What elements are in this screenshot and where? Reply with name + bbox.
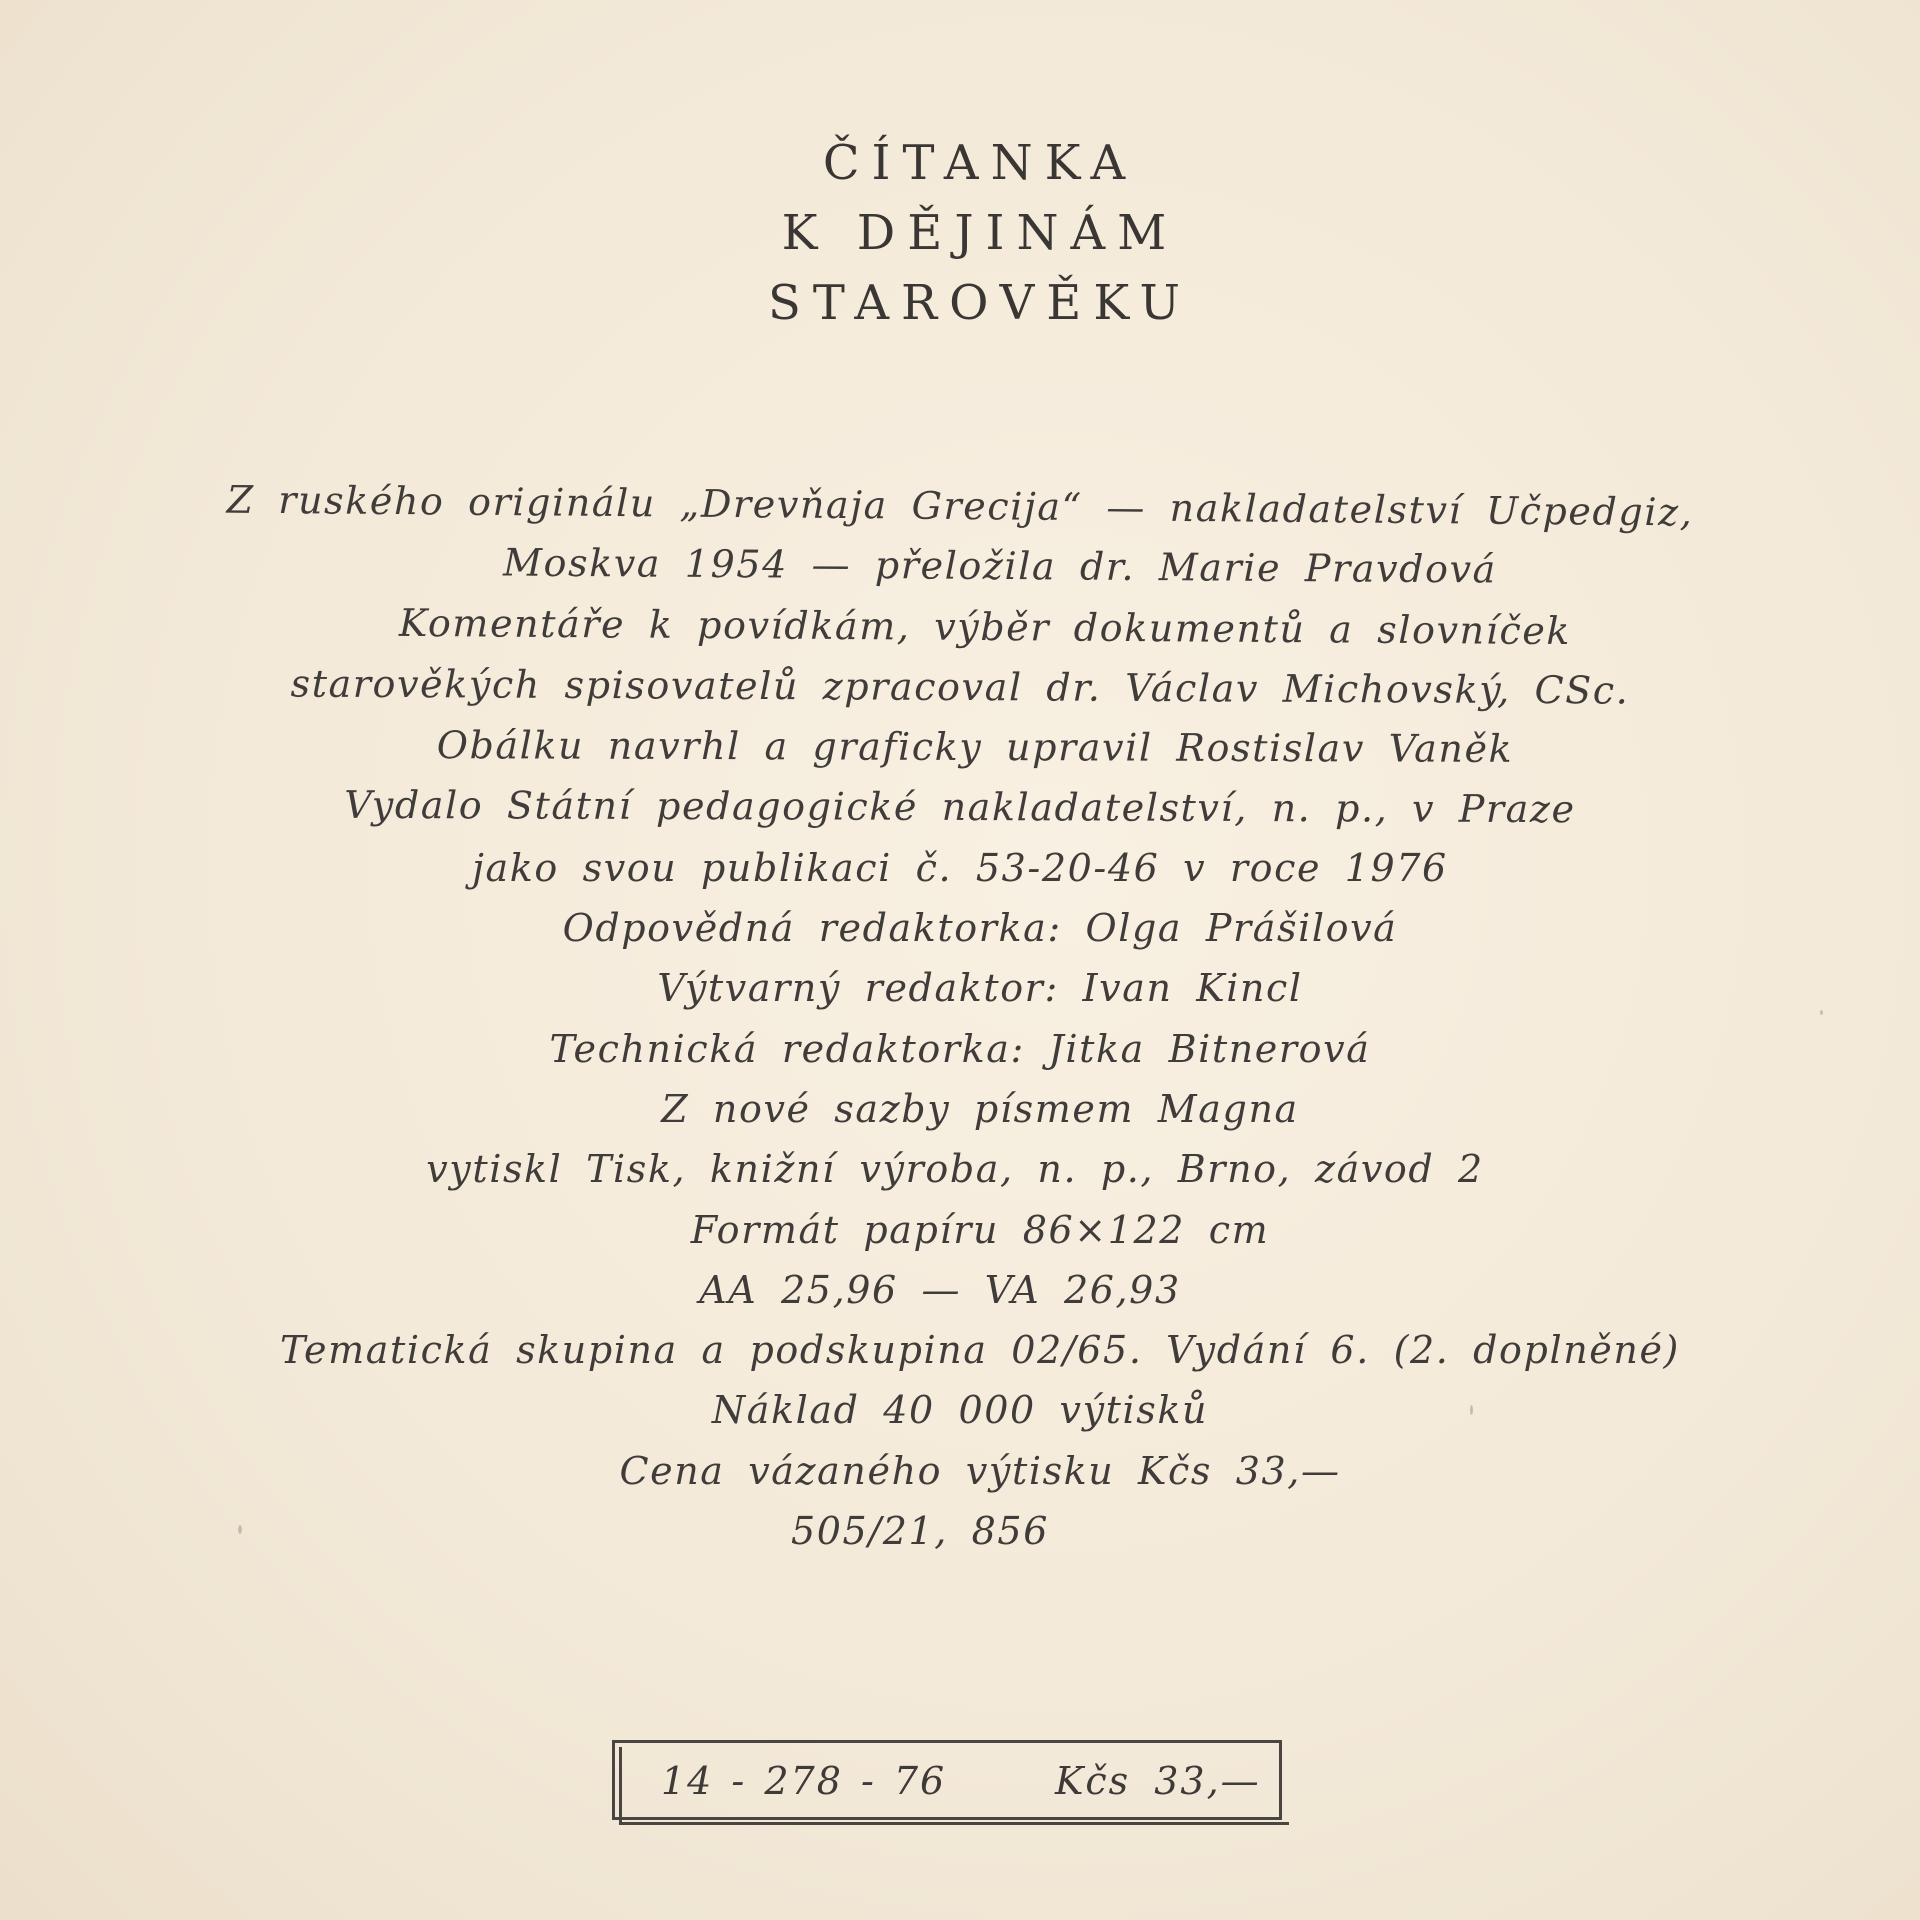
imprint-line: Odpovědná redaktorka: Olga Prášilová bbox=[562, 906, 1398, 951]
imprint-line: Výtvarný redaktor: Ivan Kincl bbox=[657, 966, 1303, 1011]
imprint-line: vytiskl Tisk, knižní výroba, n. p., Brno, závod 2 bbox=[426, 1147, 1484, 1192]
imprint-line: Formát papíru 86×122 cm bbox=[690, 1207, 1270, 1252]
imprint-line: Vydalo Státní pedagogické nakladatelství, n. p., v Praze bbox=[344, 783, 1576, 832]
title-line: STAROVĚKU bbox=[768, 275, 1192, 331]
catalog-code: 14 - 278 - 76 bbox=[661, 1759, 947, 1803]
book-title bbox=[0, 128, 1920, 338]
imprint-line: 505/21, 856 bbox=[791, 1509, 1049, 1554]
paper-speck bbox=[1820, 1010, 1823, 1015]
imprint-line: Technická redaktorka: Jitka Bitnerová bbox=[549, 1026, 1371, 1071]
imprint-line: starověkých spisovatelů zpracoval dr. Václav Michovský, CSc. bbox=[290, 661, 1630, 713]
paper-speck bbox=[1470, 1405, 1473, 1415]
title-line: ČÍTANKA bbox=[822, 135, 1138, 191]
imprint-line: Komentáře k povídkám, výběr dokumentů a slovníček bbox=[398, 600, 1572, 653]
paper-speck bbox=[238, 1525, 242, 1534]
imprint-line: Náklad 40 000 výtisků bbox=[711, 1388, 1209, 1433]
imprint-line: Moskva 1954 — přeložila dr. Marie Pravdová bbox=[502, 540, 1498, 592]
imprint-line: Tematická skupina a podskupina 02/65. Vydání 6. (2. doplněné) bbox=[280, 1328, 1680, 1373]
imprint-line: Obálku navrhl a graficky upravil Rostislav Vaněk bbox=[436, 723, 1514, 772]
imprint-line: Z nové sazby písmem Magna bbox=[661, 1086, 1299, 1131]
price-box bbox=[612, 1740, 1282, 1820]
imprint-line: AA 25,96 — VA 26,93 bbox=[699, 1267, 1181, 1312]
imprint-text bbox=[160, 476, 1800, 1561]
imprint-line: Z ruského originálu „Drevňaja Grecija“ — nakladatelství Učpedgiz, bbox=[226, 477, 1694, 535]
imprint-line: jako svou publikaci č. 53-20-46 v roce 1976 bbox=[472, 845, 1448, 890]
title-line: K DĚJINÁM bbox=[781, 205, 1179, 261]
imprint-line: Cena vázaného výtisku Kčs 33,— bbox=[619, 1448, 1341, 1493]
price-label: Kčs 33,— bbox=[1055, 1759, 1261, 1803]
